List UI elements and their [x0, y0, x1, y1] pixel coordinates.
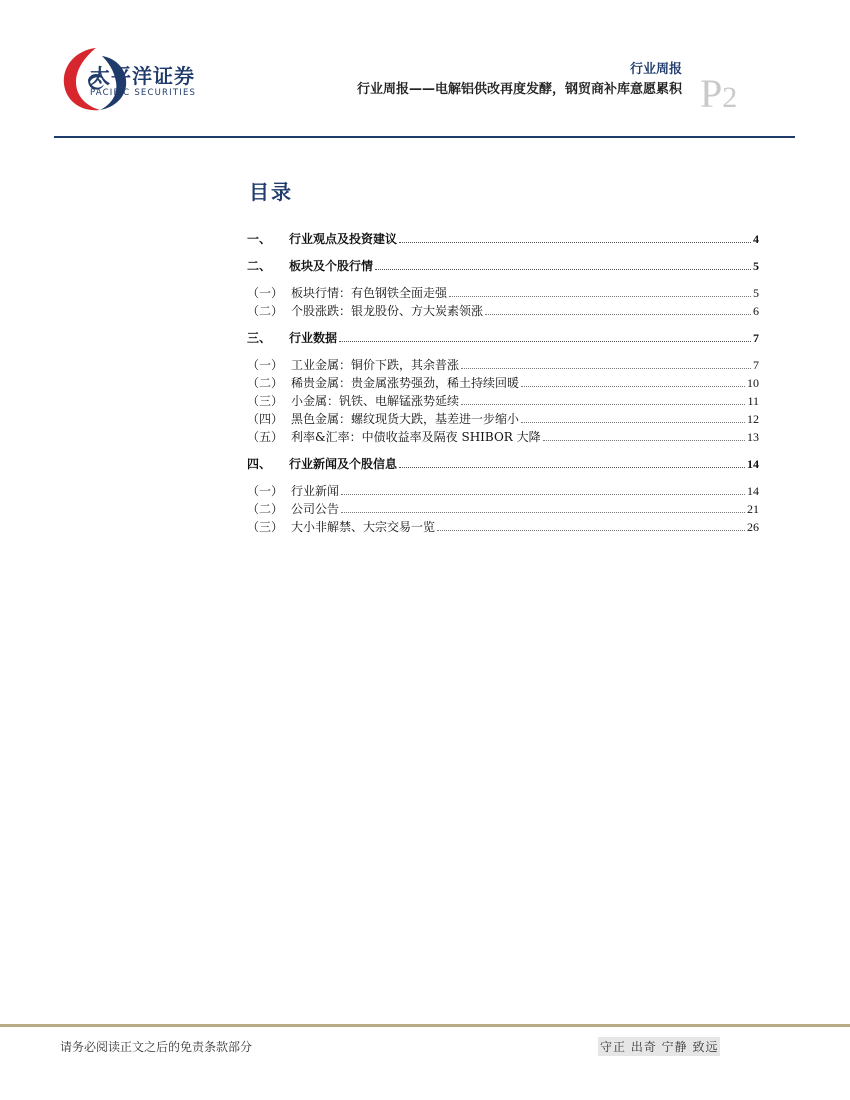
toc-dot-leader: [449, 284, 751, 297]
toc-entry-number: 三、: [247, 331, 272, 345]
toc-entry[interactable]: [247, 410, 759, 428]
footer-disclaimer: 请务必阅读正文之后的免责条款部分: [60, 1040, 253, 1054]
toc-entry-page: 26: [747, 520, 759, 534]
toc-entry-page: 13: [747, 430, 759, 444]
toc-entry[interactable]: [247, 329, 759, 347]
toc-entry[interactable]: [247, 356, 759, 374]
toc-entry-number: （三）: [247, 394, 284, 408]
toc-dot-leader: [521, 410, 745, 423]
toc-entry[interactable]: [247, 374, 759, 392]
table-of-contents: [247, 230, 759, 536]
toc-dot-leader: [461, 392, 745, 405]
report-type: 行业周报: [629, 62, 682, 77]
toc-entry-label: 行业观点及投资建议: [289, 232, 398, 246]
toc-entry-label: 行业新闻及个股信息: [289, 457, 398, 471]
toc-entry[interactable]: [247, 284, 759, 302]
toc-entry-number: 二、: [247, 259, 272, 273]
toc-entry-number: （五）: [247, 430, 284, 444]
toc-entry-number: （一）: [247, 358, 284, 372]
toc-entry-number: （二）: [247, 502, 284, 516]
toc-dot-leader: [399, 230, 751, 243]
toc-entry-page: 5: [753, 286, 759, 300]
page-letter: P: [700, 71, 723, 116]
toc-dot-leader: [399, 455, 745, 468]
toc-entry-page: 4: [753, 232, 759, 246]
toc-dot-leader: [341, 500, 745, 513]
toc-entry-label: 行业新闻: [291, 484, 340, 498]
report-title: 行业周报——电解铝供改再度发酵，钢贸商补库意愿累积: [356, 82, 682, 97]
header-divider: [54, 136, 795, 138]
toc-entry[interactable]: [247, 257, 759, 275]
page-indicator: [700, 70, 737, 117]
toc-entry-page: 5: [753, 259, 759, 273]
toc-dot-leader: [375, 257, 751, 270]
toc-dot-leader: [437, 518, 745, 531]
logo-company-name-en: PACIFIC SECURITIES: [90, 88, 197, 98]
toc-dot-leader: [485, 302, 751, 315]
toc-entry-page: 7: [753, 358, 759, 372]
toc-entry[interactable]: [247, 455, 759, 473]
toc-dot-leader: [341, 482, 745, 495]
toc-entry-number: （一）: [247, 484, 284, 498]
toc-entry-number: （二）: [247, 304, 284, 318]
toc-dot-leader: [461, 356, 751, 369]
footer-divider: [0, 1024, 850, 1027]
toc-entry-page: 14: [747, 484, 759, 498]
toc-entry-label: 工业金属：铜价下跌，其余普涨: [291, 358, 460, 372]
toc-entry[interactable]: [247, 500, 759, 518]
toc-entry-page: 11: [747, 394, 759, 408]
toc-entry-page: 14: [747, 457, 759, 471]
toc-entry-label: 稀贵金属：贵金属涨势强劲，稀土持续回暖: [291, 376, 520, 390]
toc-entry-page: 12: [747, 412, 759, 426]
toc-entry-label: 小金属：钒铁、电解锰涨势延续: [291, 394, 460, 408]
toc-entry[interactable]: [247, 302, 759, 320]
logo-company-name-cn: 太平洋证券: [90, 64, 195, 88]
toc-entry[interactable]: [247, 482, 759, 500]
toc-entry-label: 利率&汇率：中债收益率及隔夜 SHIBOR 大降: [291, 430, 541, 444]
toc-entry-label: 板块及个股行情: [289, 259, 374, 273]
toc-entry[interactable]: [247, 230, 759, 248]
page-number: 2: [722, 81, 738, 114]
toc-entry[interactable]: [247, 428, 759, 446]
toc-entry-label: 公司公告: [291, 502, 340, 516]
toc-dot-leader: [521, 374, 745, 387]
toc-entry-page: 21: [747, 502, 759, 516]
toc-entry-label: 个股涨跌：银龙股份、方大炭素领涨: [291, 304, 484, 318]
toc-entry-number: 四、: [247, 457, 272, 471]
toc-title: 目录: [249, 180, 293, 204]
toc-dot-leader: [339, 329, 751, 342]
toc-entry-page: 6: [753, 304, 759, 318]
toc-entry-label: 黑色金属：螺纹现货大跌，基差进一步缩小: [291, 412, 520, 426]
toc-entry-page: 7: [753, 331, 759, 345]
toc-entry-page: 10: [747, 376, 759, 390]
toc-entry-number: （一）: [247, 286, 284, 300]
toc-entry-number: （四）: [247, 412, 284, 426]
toc-entry-label: 板块行情：有色钢铁全面走强: [291, 286, 448, 300]
toc-entry[interactable]: [247, 518, 759, 536]
toc-dot-leader: [543, 428, 745, 441]
toc-entry-number: （三）: [247, 520, 284, 534]
toc-entry-label: 行业数据: [289, 331, 338, 345]
toc-entry-number: （二）: [247, 376, 284, 390]
footer-motto: 守正 出奇 宁静 致远: [598, 1037, 720, 1056]
toc-entry-label: 大小非解禁、大宗交易一览: [291, 520, 436, 534]
toc-entry-number: 一、: [247, 232, 272, 246]
toc-entry[interactable]: [247, 392, 759, 410]
